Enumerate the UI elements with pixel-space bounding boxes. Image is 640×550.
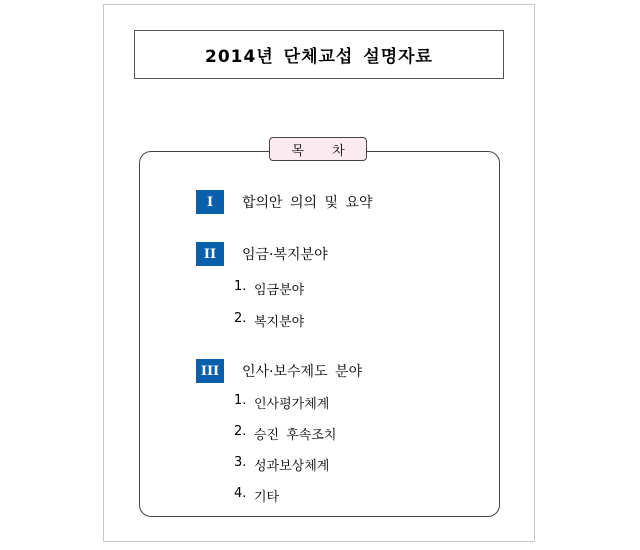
document-title-text: 2014년 단체교섭 설명자료 — [205, 47, 433, 67]
document-title — [134, 30, 504, 79]
toc-section-2[interactable] — [196, 242, 328, 266]
section-title: 임금·복지분야 — [242, 247, 328, 263]
toc-item[interactable] — [234, 424, 336, 443]
toc-item-number: 2. — [234, 424, 247, 439]
toc-item-text: 성과보상체계 — [254, 459, 330, 474]
toc-item[interactable] — [234, 455, 329, 474]
toc-item[interactable] — [234, 279, 304, 298]
toc-item-text: 승진 후속조치 — [254, 428, 337, 443]
section-title: 인사·보수제도 분야 — [242, 364, 363, 380]
section-numeral-badge: II — [196, 242, 224, 266]
toc-item-text: 임금분야 — [254, 283, 305, 298]
toc-item-number: 3. — [234, 455, 247, 470]
toc-section-1[interactable] — [196, 190, 373, 214]
section-numeral-badge: III — [196, 359, 224, 383]
toc-section-3[interactable] — [196, 359, 362, 383]
toc-item[interactable] — [234, 393, 329, 412]
section-numeral-badge: I — [196, 190, 224, 214]
toc-item-text: 복지분야 — [254, 315, 305, 330]
toc-item-number: 4. — [234, 486, 247, 501]
toc-heading: 목 차 — [269, 137, 367, 161]
toc-item-number: 1. — [234, 393, 247, 408]
toc-item[interactable] — [234, 311, 304, 330]
toc-item-text: 인사평가체계 — [254, 397, 330, 412]
section-title: 합의안 의의 및 요약 — [242, 195, 373, 211]
toc-item[interactable] — [234, 486, 279, 505]
toc-item-number: 1. — [234, 279, 247, 294]
toc-item-number: 2. — [234, 311, 247, 326]
toc-item-text: 기타 — [254, 490, 280, 505]
